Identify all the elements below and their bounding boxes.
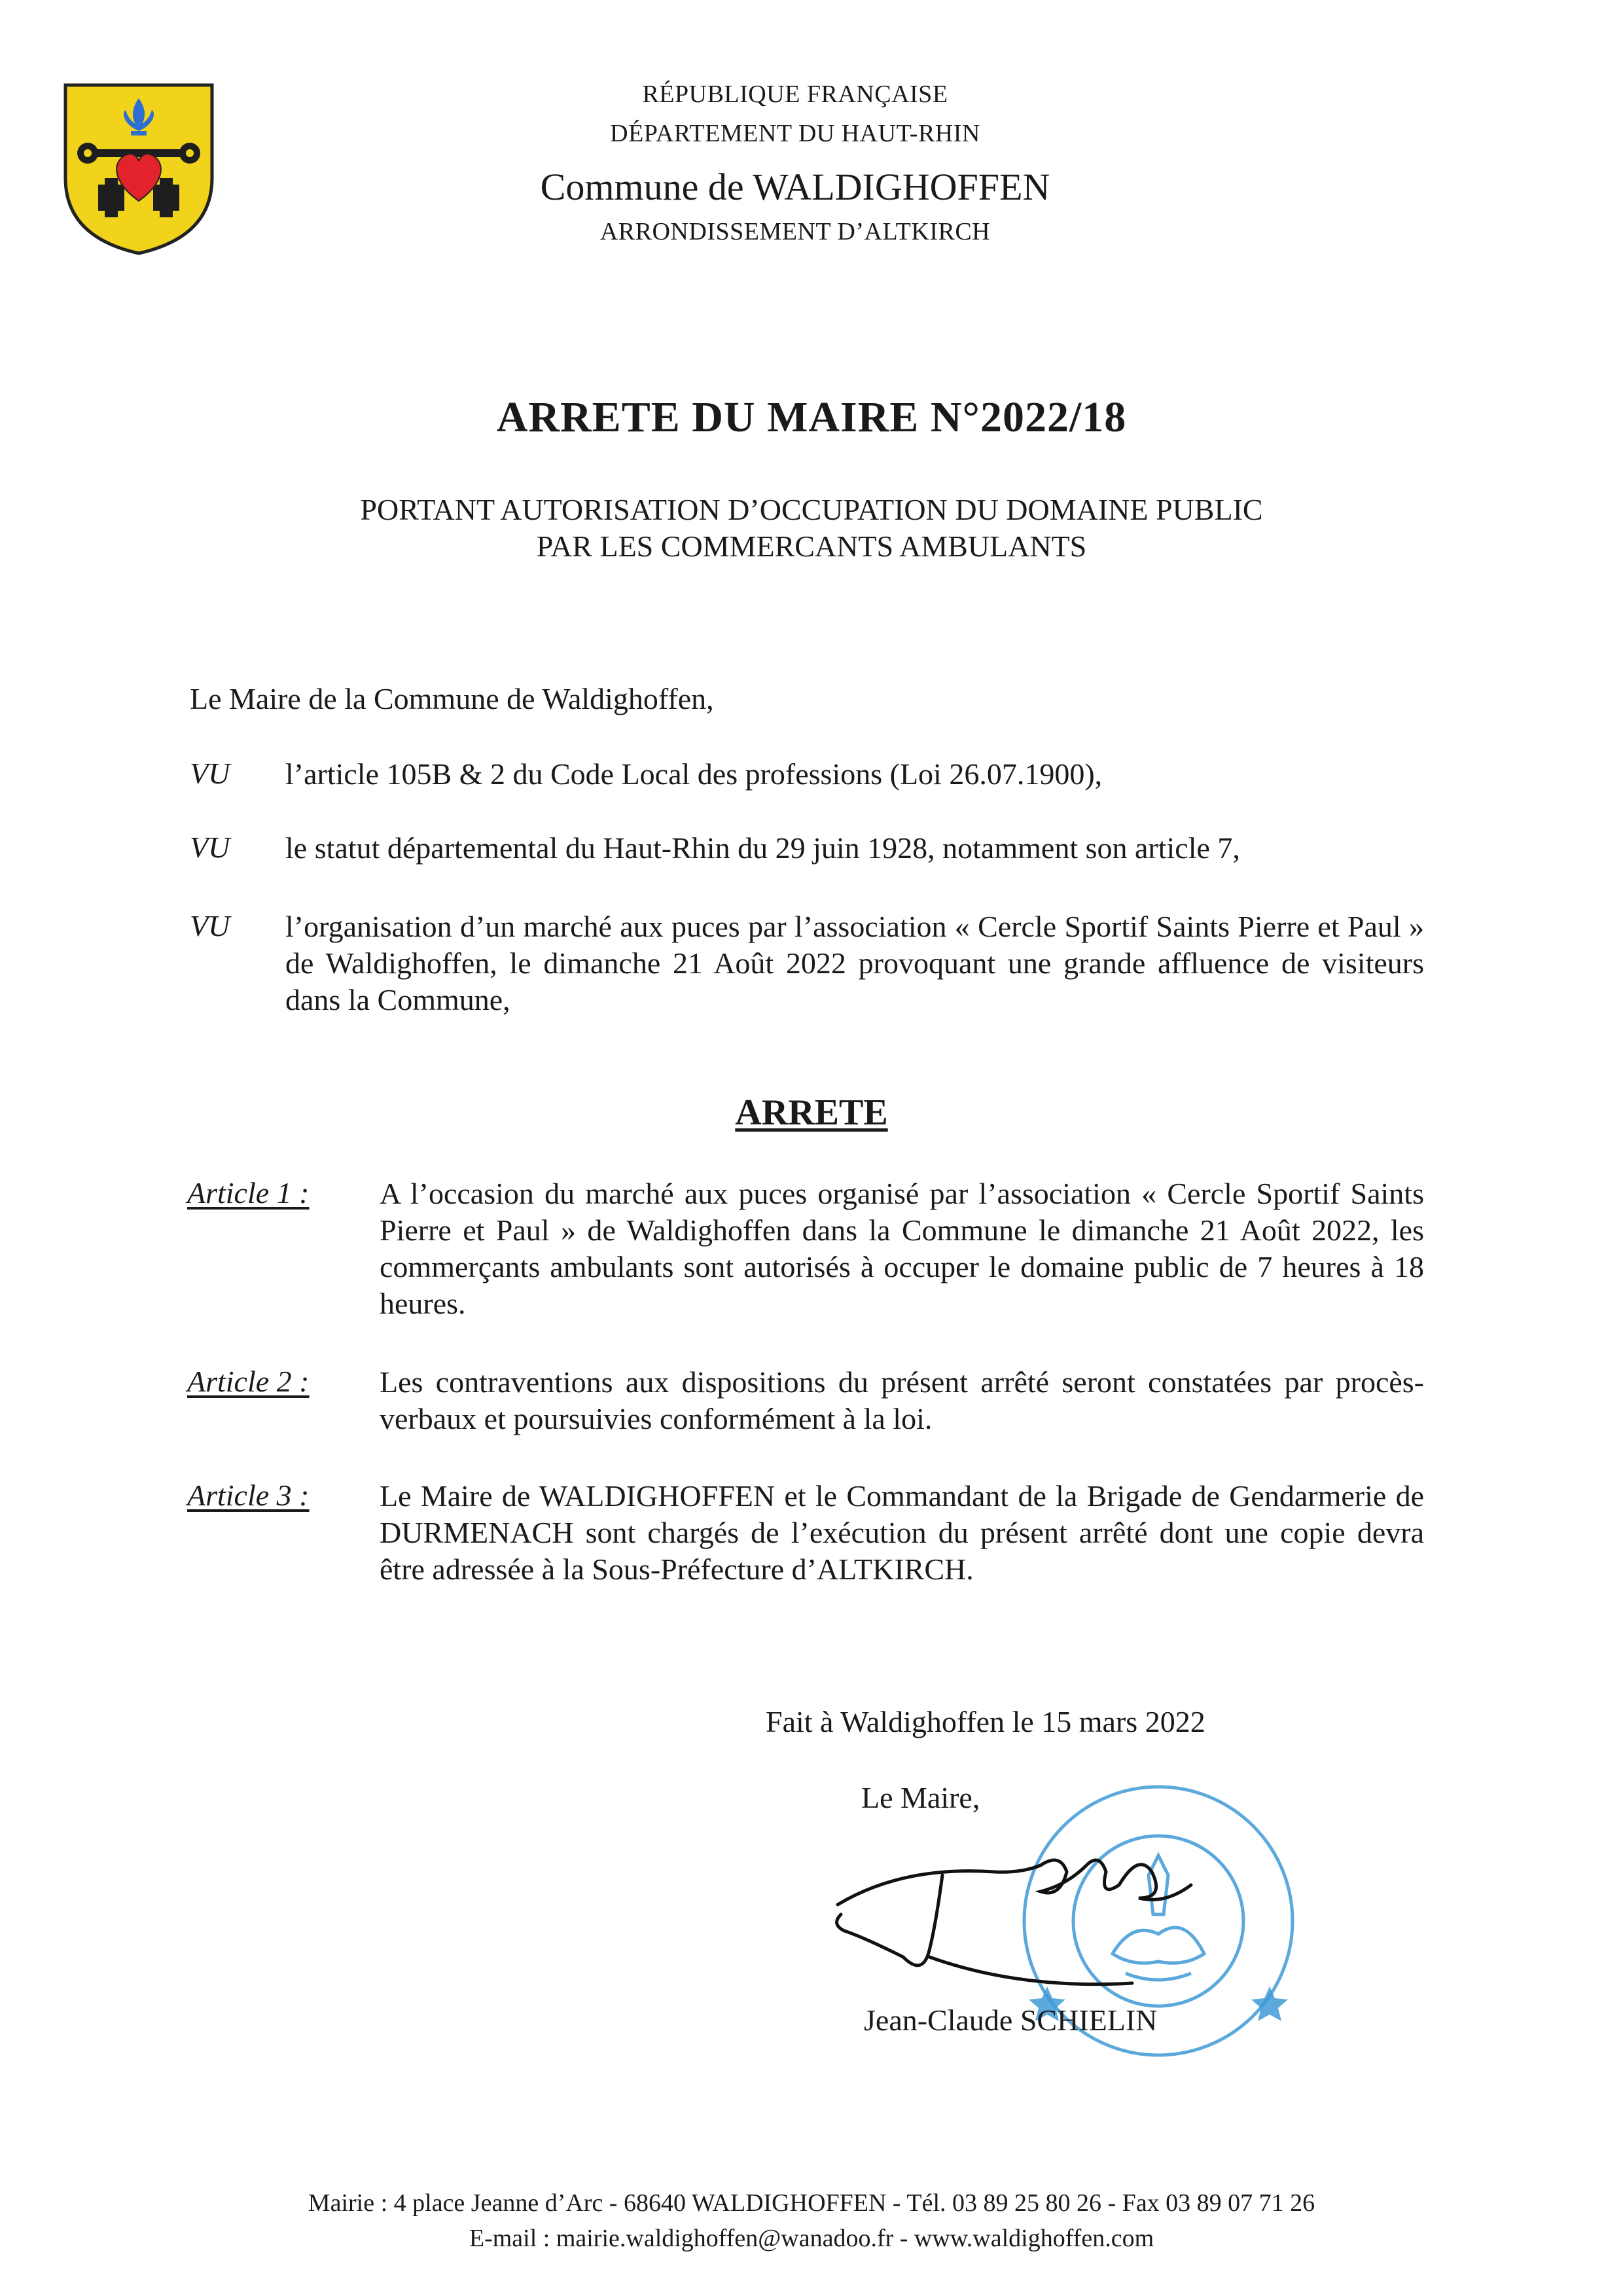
decree-subtitle-line2: PAR LES COMMERCANTS AMBULANTS [536, 529, 1087, 563]
mayor-signature [825, 1826, 1204, 2009]
arrondissement-label: ARRONDISSEMENT D’ALTKIRCH [599, 218, 991, 245]
decree-title: ARRETE DU MAIRE N°2022/18 [496, 393, 1127, 441]
article-2-text: Les contraventions aux dispositions du présent arrêté seront constatées par procès-verbaux et poursuivies conformément à la loi. [380, 1365, 1424, 1435]
article-3-text: Le Maire de WALDIGHOFFEN et le Commandant de la Brigade de Gendarmerie de DURMENACH sont chargés de l’exécution du présent arrêté dont une copie devra être adressée à la Sous-Préfecture d’ALTKIRCH. [380, 1479, 1424, 1586]
vu-label-2: VU [190, 831, 230, 864]
vu-text-2: le statut départemental du Haut-Rhin du 29 juin 1928, notamment son article 7, [285, 831, 1240, 865]
decree-subtitle-line1: PORTANT AUTORISATION D’OCCUPATION DU DOMAINE PUBLIC [360, 493, 1263, 526]
republic-label: RÉPUBLIQUE FRANÇAISE [642, 81, 948, 108]
commune-crest [60, 80, 217, 257]
vu-label-1: VU [190, 757, 230, 790]
article-2-label: Article 2 : [187, 1365, 310, 1398]
signatory-name: Jean-Claude SCHIELIN [864, 2003, 1158, 2037]
department-label: DÉPARTEMENT DU HAUT-RHIN [610, 120, 980, 147]
intro-text: Le Maire de la Commune de Waldighoffen, [190, 682, 714, 715]
article-1-label: Article 1 : [187, 1176, 310, 1210]
decision-heading [157, 1092, 1466, 1134]
vu-text-1: l’article 105B & 2 du Code Local des professions (Loi 26.07.1900), [285, 757, 1103, 791]
vu-label-3: VU [190, 909, 230, 942]
footer-address: Mairie : 4 place Jeanne d’Arc - 68640 WALDIGHOFFEN - Tél. 03 89 25 80 26 - Fax 03 89 07 71 26 [308, 2189, 1315, 2217]
signatory-role: Le Maire, [861, 1781, 980, 1814]
commune-name: Commune de WALDIGHOFFEN [540, 166, 1050, 208]
article-3-label: Article 3 : [187, 1479, 310, 1512]
decision-heading-text: ARRETE [735, 1092, 888, 1133]
footer-contact: E-mail : mairie.waldighoffen@wanadoo.fr - www.waldighoffen.com [469, 2225, 1154, 2252]
place-date: Fait à Waldighoffen le 15 mars 2022 [766, 1705, 1205, 1738]
vu-text-3: l’organisation d’un marché aux puces par l’association « Cercle Sportif Saints Pierre et Paul » de Waldighoffen, le dimanche 21 Août 2022 provoquant une grande affluence de visiteurs dans la Commune, [285, 910, 1424, 1016]
article-1-text: A l’occasion du marché aux puces organisé par l’association « Cercle Sportif Saints Pierre et Paul » de Waldighoffen dans la Commune le dimanche 21 Août 2022, les commerçants ambulants sont autorisés à occuper le domaine public de 7 heures à 18 heures. [380, 1177, 1424, 1320]
